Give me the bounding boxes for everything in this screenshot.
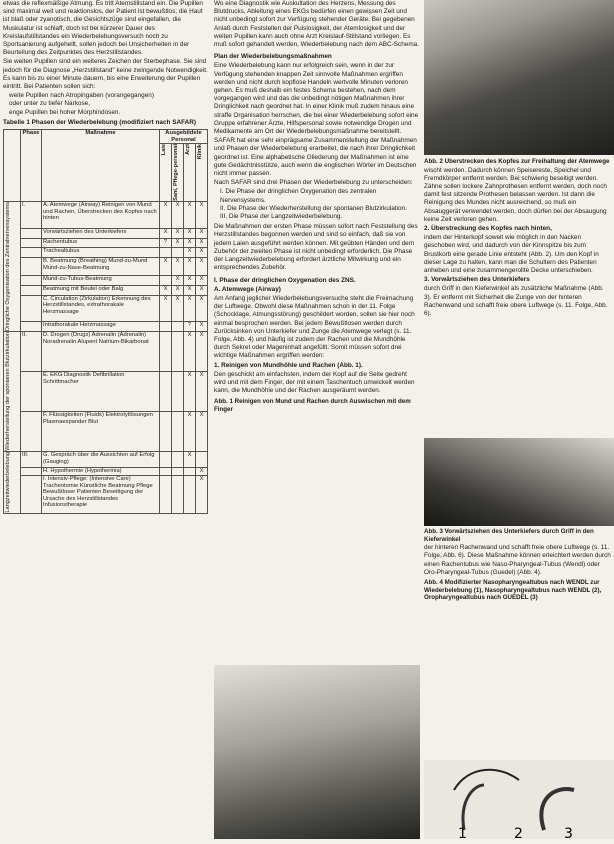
resuscitation-phases-table [3,129,208,514]
mark-cell [160,322,172,332]
tube-label: 3 [564,826,573,839]
mark-cell [172,467,184,475]
mark-cell: X [184,295,196,322]
paragraph: Eine Wiederbelebung kann nur erfolgreich sein, wenn in der zur Verfügung stehenden knappen Zeit sinnvolle Maßnahmen ergriffen werden und nicht durch kopflose Handeln wertvolle Minuten verloren gehen. Es muß deshalb ein festes Schema bestehen, nach dem vorgegangen wird und das die unbedingt nötigen Maßnahmen ihrer Dringlichkeit nach geordnet hat. In einer Klinik muß zudem hinaus eine straffe Organisation herrschen, die bei einer Wiederbelebung sofort eine Gruppe erfahrener Ärzte, Hilfspersonal sowie notwendige Drogen und Medikamente am Ort der Wiederbelebungsmaßnahme bereitstellt. [214,62,419,136]
phase-side-cell [4,332,21,452]
mark-cell: X [196,322,208,332]
mark-cell: X [196,372,208,412]
mark-cell: X [172,295,184,322]
table-row [4,238,208,248]
phase-cell [21,476,42,514]
mark-cell: X [184,228,196,238]
tube-3-shape [541,789,574,830]
tube-label: 1 [458,826,467,839]
mark-cell [160,451,172,467]
list-item: III. Die Phase der Langzeitwiederbelebung. [220,213,343,221]
col-header: Klinik [197,144,203,160]
table-row [4,248,208,258]
paragraph: indem der Hinterkopf soweit wie möglich in den Nacken geschoben wird, und dadurch von der Kinnspitze bis zum Brustkorb eine gerade Linie entsteht (Abb. 2). Um den Kopf in dieser Lage zu halten, kann man die Schultern des Patienten anheben und eine zusammengerollte Decke unterschieben. [424,234,599,275]
phase-cell [21,228,42,238]
col-header: Sani, Pflege-personal [173,144,179,202]
measure-cell: C. Circulation (Zirkulation) Erkennung des Herzstillstandes, extrathorakale Herzmassage [42,295,160,322]
phase-cell [21,238,42,248]
phase-side-label: Dringliche Oxygenisation des Zentralnervensystems [5,202,11,332]
table-row [4,412,208,452]
mark-cell: X [196,276,208,286]
mark-cell [172,248,184,258]
phase-cell [21,412,42,452]
measure-cell: B. Beatmung (Breathing) Mund-zu-Mund Mund-zu-Nase-Beatmung [42,258,160,276]
right-column-lower [424,528,612,760]
paragraph: Nach SAFAR sind drei Phasen der Wiederbelebung zu unterscheiden: [214,179,413,187]
phase-side-cell [4,451,21,513]
mark-cell [160,276,172,286]
paragraph: der hinteren Rachenwand und schafft freie obere Luftwege (s. 11. Folge, Abb. 6). Diese Maßnahme können erleichtert werden durch einen Rachentubus wie Naso-Pharyngeal-Tubus (Wendl) oder Oro-Pharyngeal-Tubus (Guedel) (Abb. 4). [424,544,611,576]
subheading: 2. Überstreckung des Kopfes nach hinten, [424,225,552,233]
table-title: Tabelle 1 Phasen der Wiederbelebung (modifiziert nach SAFAR) [3,118,196,126]
table-body [4,202,208,513]
measure-cell: H. Hypothermie (Hypothermia) [42,467,160,475]
tubes-illustration [424,760,614,839]
mark-cell: X [196,467,208,475]
col-header: Arzt [185,144,191,156]
table-row [4,332,208,372]
pupil-list [9,92,209,117]
photo-jaw-thrust [424,438,614,526]
figure-caption: Abb. 4 Modifizierter Nasopharyngealtubus nach WENDL zur Wiederbelebung (1), Nasopharyngealtubus nach WENDL (2), Oropharyngealtubus nach GUEDEL (3) [424,579,602,602]
mark-cell: X [196,476,208,514]
mark-cell [160,248,172,258]
phase-cell [21,295,42,322]
phase-cell: III. [21,451,42,467]
measure-cell: Mund-zu-Tubus-Beatmung [42,276,160,286]
measure-cell: D. Drogen (Drugs) Adrenalin (Adrenalin) Noradrenalin Alupent Natrium-Bikarbonat [42,332,160,372]
table-row [4,372,208,412]
mark-cell: X [160,258,172,276]
mark-cell: X [196,258,208,276]
photo-mouth-cleaning [214,665,420,839]
mark-cell [184,467,196,475]
measure-cell: F. Flüssigkeiten (Fluids) Elektrolytlösungen Plasmaexpander Blut [42,412,160,452]
mark-cell: X [172,258,184,276]
table-row [4,476,208,514]
table-row [4,228,208,238]
phase-header: Phase [21,130,42,202]
subheading: A. Atemwege (Airway) [214,285,281,293]
table-row [4,322,208,332]
mark-cell [172,332,184,372]
mark-cell [184,476,196,514]
paragraph: Wo eine Diagnostik wie Auskultation des Herzens, Messung des Blutdrucks, Ableitung eines EKGs bedürfen einen gewissen Zeit und nicht unbedingt sofort zur Verfügung stehender Geräte. Bei gegebenen Anlaß durch Feststellen der Pulslosigkeit, der Atemlosigkeit und der weiten Pupillen kann auch ohne Arzt Kreislauf-Stillstand vorliegen. Es muß sofort gehandelt werden, Wiederbelebung nach dem ABC-Schema. [214,0,419,49]
measures-header: Maßnahme [42,130,160,202]
col-header: Laie [161,144,167,156]
measure-cell: A. Atemwege (Airway) Reinigen von Mund und Rachen, Überstrecken des Kopfes nach hinten [42,202,160,229]
list-item: I. Die Phase der dringlichen Oxygenation des zentralen Nervensystems. [220,188,377,204]
subheading: 1. Reinigen von Mundhöhle und Rachen (Abb. 1). [214,361,363,369]
mark-cell [172,322,184,332]
mark-cell: X [196,332,208,372]
measure-cell: Intrathorakale Herzmassage [42,322,160,332]
mark-cell: X [184,285,196,295]
phase-cell: II. [21,332,42,372]
mark-cell: X [172,228,184,238]
mark-cell [196,451,208,467]
mark-cell: X [172,238,184,248]
mark-cell: X [196,228,208,238]
left-column [3,0,209,839]
mark-cell: X [196,202,208,229]
mark-cell [160,467,172,475]
phase-cell [21,322,42,332]
phase-side-cell [4,202,21,332]
measure-cell: Vorwärtsziehen des Unterkiefers [42,228,160,238]
paragraph: SAFAR hat eine sehr einprägsame Zusammenstellung der Maßnahmen und Phasen der Wiederbelebung erarbeitet, die nach ihrer Dringlichkeit geordnet ist. Eine alphabetische Gliederung der Maßnahmen ist eine gute Gedächtnisstütze, auch wenn die englischen Wörter im Deutschen nicht immer passen. [214,137,417,178]
measure-cell: I. Intensiv-Pflege: (Intensive Care) Tracheotomie Künstliche Beatmung Pflege Bewußtloser Patienten Beseitigung der Ursache des Herzstillstandes Infusionstherapie [42,476,160,514]
mark-cell: X [196,412,208,452]
paragraph: Den geschickt am einfachsten, indem der Kopf auf die Seite gedreht wird und mit dem Finger, der mit einem Taschentuch umwickelt werden kann, die Mundhöhle und der Rachen ausgeräumt werden. [214,370,415,395]
paragraph: wischt werden. Dadurch können Speisereste, Speichel und Fremdkörper entfernt werden. Bei schwierig beseitigt werden. Zähne sollen lockere Zahnprothesen entfernt werden, doch noch damit fest sitzende Prothesen belassen werden. Ist dann die Reinigung des Mundes nicht ausreichend, so muß ein Absauggerät verwendet werden, doch dürfen bei der Absaugung keine Zeit verloren gehen. [424,166,607,223]
mark-cell [172,412,184,452]
phase-cell [21,285,42,295]
paragraph: Sie weiten Pupillen sind ein weiteres Zeichen der Sterbephase. Sie sind jedoch für die Diagnose „Herzstillstand" keine zwingende Notwendigkeit. Es kann bis zu einer Minute dauern, bis eine Erweiterung der Pupillen eintritt. Bei Patienten sollen sich: [3,58,208,91]
phase-cell: I. [21,202,42,229]
phase-list [220,188,420,221]
table-row [4,276,208,286]
mark-cell: X [184,238,196,248]
mark-cell: X [160,285,172,295]
photo-airway-tubes [424,760,614,839]
table-row [4,467,208,475]
mark-cell: X [172,276,184,286]
side-header [4,130,21,202]
measure-cell: Beatmung mit Beutel oder Balg [42,285,160,295]
list-item: weite Pupillen nach Atropingaben (vorangegangen) [9,92,154,100]
phase-cell [21,467,42,475]
measure-cell: E. EKG Diagnostik Defibrillation Schrittmacher [42,372,160,412]
mark-cell: X [172,202,184,229]
mark-cell [160,332,172,372]
table-header-row [4,130,208,144]
mark-cell: X [184,202,196,229]
paragraph: etwas die reflexmäßige Atmung. Es tritt Atemstillstand ein. Die Pupillen sind maximal weit und reaktionslos, der Patient ist bewußtlos; die Haut ist blaß oder zyanotisch, die Gesichtszüge sind eingefallen, die Muskulatur ist schlaff, doch ist bei kürzerer Dauer des Kreislaufstillstandes ein Wiederbelebungsversuch noch zu Sportsanierung aufgehellt, sollen jedoch bei Unsicherheiten in der Beurteilung des Zeitpunktes des Herzstillstandes. [3,0,203,57]
mark-cell [160,476,172,514]
figure-caption: Abb. 1 Reinigen von Mund und Rachen durch Auswischen mit dem Finger [214,398,411,413]
list-item: enge Pupillen bei hoher Morphindosen. [9,108,121,116]
measure-cell: Rachentubus [42,238,160,248]
mark-cell: X [184,372,196,412]
phase-cell [21,248,42,258]
subheading: 3. Vorwärtsziehen des Unterkiefers [424,276,530,284]
phase-cell [21,372,42,412]
figure-caption: Abb. 2 Überstrecken des Kopfes zur Freihaltung der Atemwege [424,158,610,165]
mark-cell: X [160,202,172,229]
mark-cell: X [160,295,172,322]
mark-cell: X [184,248,196,258]
phase-cell [21,258,42,276]
mark-cell: X [184,258,196,276]
figure-caption: Abb. 3 Vorwärtsziehen des Unterkiefers durch Griff in den Kieferwinkel [424,528,594,543]
mark-cell: X [184,332,196,372]
tube-2-shape [463,785,484,830]
table-row [4,285,208,295]
phase-side-label: Langzeitwiederbelebung [5,451,11,513]
paragraph: Am Anfang jeglicher Wiederbelebungsversuche steht die Freimachung der Luftwege. Obwohl diese Maßnahmen schon in der 11. Folge (Schocklage, Atmungsstörung) geschildert worden, sollen sie hier noch einmal besprochen werden. Bei jedem Bewußtlosen werden durch Zurücksinken von Unterkiefer und Zunge die Atemwege verlegt (s. 11. Folge, Abb. 4) und häufig ist zudem der Rachen und die Mundhöhle durch Sekret oder Mageninhalt angefüllt. Somit müssen sofort drei wichtige Maßnahmen ergriffen werden: [214,294,415,360]
mark-cell: X [196,238,208,248]
table-row [4,451,208,467]
phase-cell [21,276,42,286]
measure-cell: G. Gespräch über die Aussichten auf Erfolg (Gauging) [42,451,160,467]
phase-side-label: Wiederherstellung der spontanen Blutzirkulation [5,332,11,451]
paragraph: Die Maßnahmen der ersten Phase müssen sofort nach Feststellung des Herzstillstandes begonnen werden und sind so einfach, daß sie von jedem Laien ausgeführt werden können. Mit geübten Händen und dem Zubehör der zweiten Phase ist nicht unbedingt erforderlich. Die Phase der Langzeitwiederbelebung erfordert ärztliche Mitwirkung und ein entsprechendes Zubehör. [214,223,418,272]
table-row [4,295,208,322]
table-row [4,258,208,276]
mark-cell [160,412,172,452]
mark-cell: X [184,451,196,467]
mark-cell: X [184,276,196,286]
mark-cell [160,372,172,412]
personnel-header: Ausgebildete Personal [160,130,208,144]
measure-cell: Trachealtubus [42,248,160,258]
mark-cell [172,451,184,467]
list-item: II. Die Phase der Wiederherstellung der spontanen Blutzirkulation. [220,204,407,212]
mark-cell: X [196,285,208,295]
section-heading: I. Phase der dringlichen Oxygenation des ZNS. [214,276,356,284]
section-heading: Plan der Wiederbelebungsmaßnahmen [214,53,332,61]
mark-cell [172,372,184,412]
paragraph: durch Griff in den Kieferwinkel als zusätzliche Maßnahme (Abb. 3). Er entfernt mit Sicherheit die Zunge von der hinteren Rachenwand und schafft freie obere Luftwege (s. 11. Folge, Abb. 6). [424,285,608,318]
mark-cell: X [196,295,208,322]
mark-cell [172,476,184,514]
table-row [4,202,208,229]
mark-cell: X [160,228,172,238]
mark-cell: ? [184,322,196,332]
list-item: oder unter zu tiefer Narkose, [9,100,90,108]
mark-cell: X [172,285,184,295]
mark-cell: X [184,412,196,452]
mark-cell: X [196,248,208,258]
tube-1-shape [454,770,519,790]
mark-cell: ? [160,238,172,248]
tube-label: 2 [514,826,523,839]
photo-head-tilt [424,0,614,155]
